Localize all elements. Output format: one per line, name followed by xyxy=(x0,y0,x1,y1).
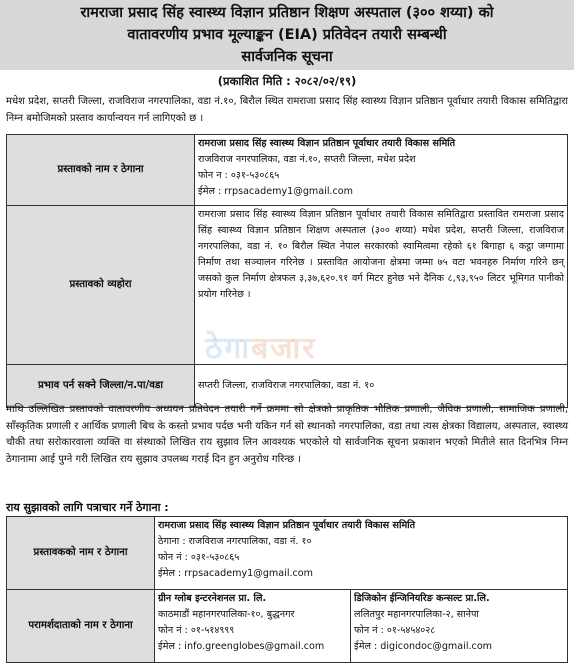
table-row xyxy=(7,206,568,365)
consultant-label: परामर्शदाताको नाम र ठेगाना xyxy=(7,590,155,663)
proposer-address: राजविराज नगरपालिका, वडा नं.१०, सप्तरी जिल्ला, मधेश प्रदेश xyxy=(198,154,416,165)
proposer-contact-address: ठेगाना : राजविराज नगरपालिका, वडा नं. १० xyxy=(158,536,312,547)
proposer-contact-phone: फोन नं : ०३१-५३०८६५ xyxy=(158,552,240,563)
consultant-b-phone: फोन नं : ०१-५४५४०२८ xyxy=(354,625,436,636)
table-row xyxy=(7,517,568,590)
header-line-1: रामराजा प्रसाद सिंह स्वास्थ्य विज्ञान प्रतिष्ठान शिक्षण अस्पताल (३०० शय्या) को xyxy=(80,5,494,21)
affected-area: सप्तरी जिल्ला, राजविराज नगरपालिका, वडा नं. १० xyxy=(195,365,568,408)
correspondence-heading: राय सुझावको लागि पत्राचार गर्ने ठेगाना : xyxy=(6,501,169,514)
proposer-email: ईमेल : rrpsacademy1@gmail.com xyxy=(198,186,354,197)
proposal-table xyxy=(6,134,568,408)
consultant-b-cell xyxy=(351,590,568,663)
body-paragraph: माथि उल्लिखित प्रस्तावको वातावरणीय अध्ययन प्रतिवेदन तयारी गर्ने क्रममा सो क्षेत्रको प्राकृतिक भौतिक प्रणाली, जैविक प्रणाली, सामाजिक प्रणाली, साँस्कृतिक प्रणाली र आर्थिक प्रणाली बिच के कस्तो प्रभाव पर्दछ भनी यकिन गर्न सो स्थानको नगरपालिका, वडा तथा त्यस क्षेत्रका विद्यालय, अस्पताल, स्वास्थ्य चौकी तथा सरोकारवाला व्यक्ति वा संस्थाको लिखित राय सुझाव लिन आवश्यक भएकोले यो सार्वजनिक सूचना प्रकाशन भएको मितीले सात दिनभित्र निम्न ठेगानामा आई पुग्ने गरी लिखित राय सुझाव उपलब्ध गराई दिन हुन अनुरोध गरिन्छ । xyxy=(6,404,568,465)
published-date: (प्रकाशित मिति : २०८२/०२/१९) xyxy=(217,74,357,88)
consultant-a-phone: फोन नं : ०१-५१४९९९ xyxy=(158,625,235,636)
proposal-description-label: प्रस्तावको व्यहोरा xyxy=(7,206,195,365)
proposer-contact-label: प्रस्तावकको नाम र ठेगाना xyxy=(7,517,155,590)
proposer-phone: फोन न : ०३१-५३०८६५ xyxy=(198,170,280,181)
consultant-a-name: ग्रीन ग्लोब इन्टरनेशनल प्रा. लि. xyxy=(158,593,267,604)
consultant-a-cell xyxy=(155,590,351,663)
affected-area-label: प्रभाव पर्न सक्ने जिल्ला/न.पा/वडा xyxy=(7,365,195,408)
correspondence-table xyxy=(6,516,568,663)
table-row xyxy=(7,590,568,663)
proposal-name-label: प्रस्तावको नाम र ठेगाना xyxy=(7,135,195,206)
proposer-contact-name: रामराजा प्रसाद सिंह स्वास्थ्य विज्ञान प्रतिष्ठान पूर्वाधार तयारी विकास समिति xyxy=(158,520,416,531)
consultant-a-email: ईमेल : info.greenglobes@gmail.com xyxy=(158,641,325,652)
header-line-2: वातावरणीय प्रभाव मूल्याङ्कन (EIA) प्रतिवेदन तयारी सम्बन्धी xyxy=(127,27,447,43)
watermark-left: ठेगा xyxy=(205,331,252,366)
consultant-b-address: ललितपुर महानगरपालिका-२, सानेपा xyxy=(354,609,479,620)
header-line-3: सार्वजनिक सूचना xyxy=(241,49,333,65)
consultant-a-address: काठमाडौं महानगरपालिका-१०, बुद्धनगर xyxy=(158,609,295,620)
proposer-contact-email: ईमेल : rrpsacademy1@gmail.com xyxy=(158,568,314,579)
table-row xyxy=(7,135,568,206)
proposal-name-cell xyxy=(195,135,568,206)
consultant-b-name: डिजिकोन ईन्जिनियरिङ कन्सल्ट प्रा.लि. xyxy=(354,593,490,604)
proposer-contact-cell xyxy=(155,517,568,590)
proposer-name: रामराजा प्रसाद सिंह स्वास्थ्य विज्ञान प्रतिष्ठान पूर्वाधार तयारी विकास समिति xyxy=(198,138,456,149)
watermark-right: बजार xyxy=(251,331,317,366)
proposal-description: रामराजा प्रसाद सिंह स्वास्थ्य विज्ञान प्रतिष्ठान पूर्वाधार तयारी विकास समितिद्वारा प्रस्तावित रामराजा प्रसाद सिंह स्वास्थ्य विज्ञान प्रतिष्ठान शिक्षण अस्पताल (३०० शय्या) मधेश प्रदेश, सप्तरी जिल्ला, राजविराज नगरपालिका, वडा नं. १० बिरौल स्थित नेपाल सरकारको स्वामित्वमा रहेको ६१ बिगाहा ६ कट्ठा जग्गामा निर्माण तथा सञ्चालन गरिनेछ । प्रस्तावित आयोजना क्षेत्रमा जम्मा ७५ वटा भवनहरु निर्माण गरिने छन् जसको कुल निर्माण क्षेत्रफल ३,३७,६२०.९१ वर्ग मिटर हुनेछ भने दैनिक ८,९३,९५० लिटर भूमिगत पानीको प्रयोग गरिनेछ । xyxy=(195,206,568,365)
intro-paragraph: मधेश प्रदेश, सप्तरी जिल्ला, राजविराज नगरपालिका, वडा नं.१०, बिरौल स्थित रामराजा प्रसाद सिंह स्वास्थ्य विज्ञान प्रतिष्ठान पूर्वाधार तयारी विकास समितिद्वारा निम्न बमोजिमको प्रस्ताव कार्यान्वयन गर्न लागिएको छ । xyxy=(6,96,568,124)
notice-header xyxy=(0,0,574,70)
consultant-b-email: ईमेल : digicondoc@gmail.com xyxy=(354,641,493,652)
